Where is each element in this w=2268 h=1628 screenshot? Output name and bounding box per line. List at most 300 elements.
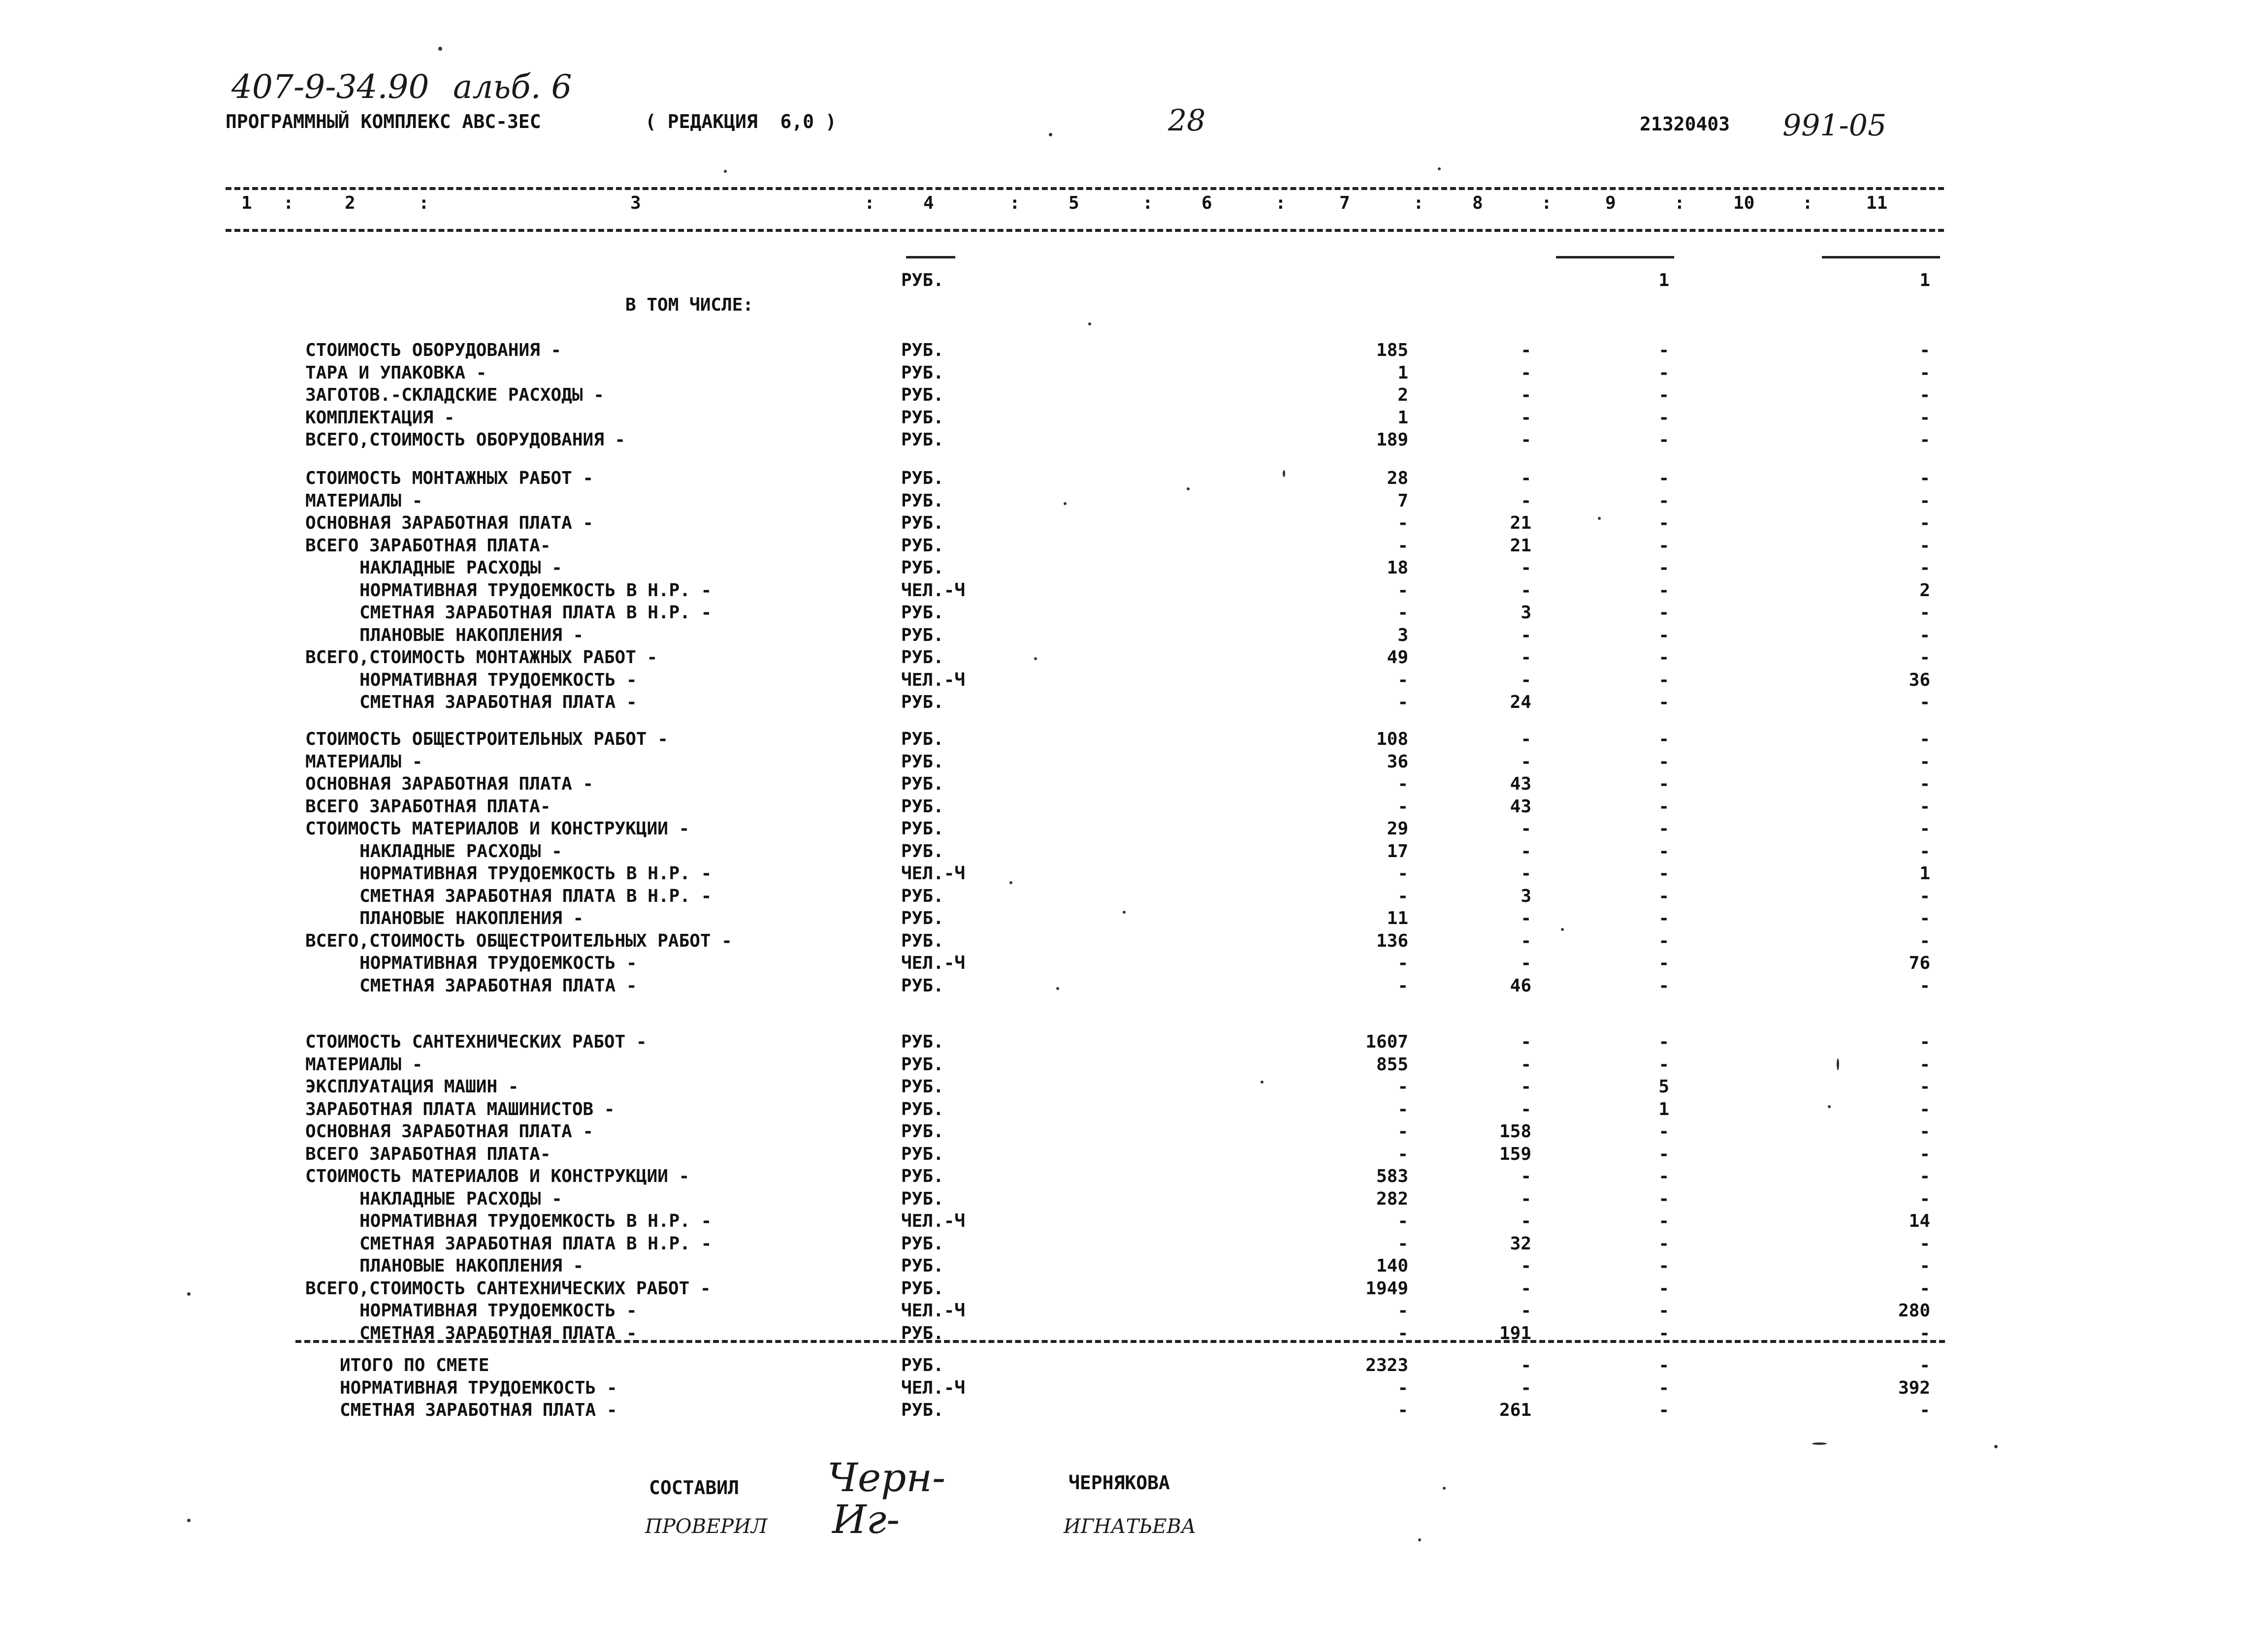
row-label: ВСЕГО ЗАРАБОТНАЯ ПЛАТА- — [305, 535, 551, 556]
cell-col7: 1949 — [1365, 1278, 1408, 1299]
row-unit: РУБ. — [901, 513, 944, 533]
row-label: ВСЕГО,СТОИМОСТЬ ОБЩЕСТРОИТЕЛЬНЫХ РАБОТ - — [305, 930, 732, 951]
cell-col8: - — [1521, 362, 1531, 383]
cell-col11: - — [1919, 841, 1930, 862]
cell-col7: 2323 — [1365, 1355, 1408, 1375]
row-label: ПЛАНОВЫЕ НАКОПЛЕНИЯ - — [359, 1256, 584, 1276]
column-separator: : — [1674, 193, 1685, 213]
row-label: МАТЕРИАЛЫ - — [305, 490, 423, 511]
row-label: СМЕТНАЯ ЗАРАБОТНАЯ ПЛАТА - — [340, 1400, 617, 1420]
totals-rule — [295, 1340, 1945, 1343]
cell-col9: - — [1658, 1355, 1669, 1375]
table-row — [0, 557, 2268, 579]
table-row — [0, 1076, 2268, 1098]
cell-col9: - — [1658, 535, 1669, 556]
cell-col8: 3 — [1521, 886, 1531, 906]
scan-speck — [1009, 881, 1012, 884]
cell-col11: - — [1919, 930, 1930, 951]
column-separator: : — [864, 193, 875, 213]
table-row — [0, 886, 2268, 907]
cell-col8: - — [1521, 340, 1531, 360]
table-row — [0, 362, 2268, 384]
cell-col11: - — [1919, 1400, 1930, 1420]
cell-col11: - — [1919, 1144, 1930, 1164]
cell-col9: - — [1658, 385, 1669, 405]
table-row — [0, 1166, 2268, 1187]
scan-speck — [1828, 1105, 1831, 1108]
cell-col7: 108 — [1376, 729, 1408, 749]
column-header-9: 9 — [1605, 193, 1616, 213]
row-unit: РУБ. — [901, 430, 944, 450]
cell-col8: - — [1521, 1077, 1531, 1097]
row-unit: РУБ. — [901, 1054, 944, 1075]
row-unit: РУБ. — [901, 625, 944, 645]
column-separator: : — [1413, 193, 1424, 213]
row-label: НОРМАТИВНАЯ ТРУДОЕМКОСТЬ - — [359, 953, 637, 973]
row-unit: РУБ. — [901, 841, 944, 862]
cell-col9: - — [1658, 1054, 1669, 1075]
row-label: НАКЛАДНЫЕ РАСХОДЫ - — [359, 1188, 562, 1209]
column-separator: : — [419, 193, 429, 213]
row-label: НОРМАТИВНАЯ ТРУДОЕМКОСТЬ - — [359, 670, 637, 690]
cell-col9: - — [1658, 1166, 1669, 1186]
cell-col8: - — [1521, 930, 1531, 951]
scan-speck — [1088, 322, 1091, 325]
cell-col8: 159 — [1499, 1144, 1531, 1164]
cell-col8: - — [1521, 670, 1531, 690]
row-unit: РУБ. — [901, 1144, 944, 1164]
cell-col11: 1 — [1919, 863, 1930, 884]
cell-col7: - — [1397, 692, 1408, 712]
cell-col9: - — [1658, 796, 1669, 817]
cell-col7: 3 — [1397, 625, 1408, 645]
cell-col8: - — [1521, 841, 1531, 862]
table-row — [0, 407, 2268, 429]
cell-col11: - — [1919, 625, 1930, 645]
column-header-5: 5 — [1069, 193, 1079, 213]
totals-row — [0, 1400, 2268, 1421]
column-header-7: 7 — [1339, 193, 1350, 213]
row-label: ЭКСПЛУАТАЦИЯ МАШИН - — [305, 1077, 519, 1097]
cell-col7: 583 — [1376, 1166, 1408, 1186]
row-unit: РУБ. — [901, 407, 944, 428]
table-row — [0, 818, 2268, 840]
cell-col11: - — [1919, 1233, 1930, 1254]
cell-col7: - — [1397, 886, 1408, 906]
cell-col7: 7 — [1397, 490, 1408, 511]
row-unit: РУБ. — [901, 886, 944, 906]
cell-col7: - — [1397, 1233, 1408, 1254]
cell-col7: 282 — [1376, 1188, 1408, 1209]
scan-speck — [1812, 1442, 1827, 1445]
row-unit: РУБ. — [901, 1233, 944, 1254]
table-row — [0, 841, 2268, 862]
cell-col8: 21 — [1510, 513, 1531, 533]
cell-col8: - — [1521, 490, 1531, 511]
row-label: ВСЕГО,СТОИМОСТЬ САНТЕХНИЧЕСКИХ РАБОТ - — [305, 1278, 711, 1299]
cell-col8: 32 — [1510, 1233, 1531, 1254]
row-label: ВСЕГО ЗАРАБОТНАЯ ПЛАТА- — [305, 1144, 551, 1164]
row-unit: РУБ. — [901, 270, 944, 290]
cell-col9: 1 — [1658, 1099, 1669, 1119]
column-separator: : — [1541, 193, 1552, 213]
cell-col11: - — [1919, 1188, 1930, 1209]
cell-col9: - — [1658, 580, 1669, 601]
cell-col8: - — [1521, 863, 1531, 884]
row-unit: РУБ. — [901, 603, 944, 623]
cell-col11: 1 — [1919, 270, 1930, 290]
scan-speck — [1283, 470, 1285, 477]
cell-col7: - — [1397, 975, 1408, 996]
cell-col11: - — [1919, 647, 1930, 668]
row-unit: РУБ. — [901, 908, 944, 928]
scan-speck — [1438, 167, 1441, 170]
row-unit: ЧЕЛ.-Ч — [901, 953, 966, 973]
cell-col9: 1 — [1658, 270, 1669, 290]
cell-col11: - — [1919, 513, 1930, 533]
table-row — [0, 647, 2268, 669]
cell-col9: - — [1658, 953, 1669, 973]
cell-col11: - — [1919, 490, 1930, 511]
row-label: НОРМАТИВНАЯ ТРУДОЕМКОСТЬ В Н.Р. - — [359, 580, 712, 601]
cell-col8: 21 — [1510, 535, 1531, 556]
cell-col8: 46 — [1510, 975, 1531, 996]
cell-col7: - — [1397, 1121, 1408, 1142]
scan-speck — [438, 47, 442, 51]
cell-col7: 136 — [1376, 930, 1408, 951]
cell-col7: 18 — [1387, 558, 1408, 578]
cell-col8: 24 — [1510, 692, 1531, 712]
cell-col11: - — [1919, 774, 1930, 794]
row-label: ОСНОВНАЯ ЗАРАБОТНАЯ ПЛАТА - — [305, 513, 594, 533]
row-unit: РУБ. — [901, 647, 944, 668]
row-label: В ТОМ ЧИСЛЕ: — [625, 295, 754, 315]
cell-col11: - — [1919, 796, 1930, 817]
table-row — [0, 1188, 2268, 1210]
column-header-4: 4 — [923, 193, 934, 213]
cell-col7: 28 — [1387, 468, 1408, 488]
row-unit: РУБ. — [901, 975, 944, 996]
handwritten-album: альб. 6 — [453, 68, 572, 106]
row-unit: РУБ. — [901, 535, 944, 556]
row-unit: ЧЕЛ.-Ч — [901, 580, 966, 601]
cell-col9: - — [1658, 603, 1669, 623]
table-row — [0, 1255, 2268, 1277]
cell-col9: - — [1658, 1032, 1669, 1052]
table-row — [0, 1278, 2268, 1300]
cell-col9: - — [1658, 468, 1669, 488]
cell-col8: - — [1521, 1301, 1531, 1321]
cell-col8: 191 — [1499, 1323, 1531, 1343]
cell-col8: - — [1521, 1256, 1531, 1276]
row-unit: РУБ. — [901, 1278, 944, 1299]
scan-speck — [1418, 1538, 1421, 1541]
cell-col9: - — [1658, 841, 1669, 862]
cell-col9: - — [1658, 1400, 1669, 1420]
cell-col11: - — [1919, 385, 1930, 405]
cell-col11: - — [1919, 362, 1930, 383]
scan-speck — [1837, 1058, 1839, 1070]
cell-col11: - — [1919, 692, 1930, 712]
cell-col9: - — [1658, 819, 1669, 839]
cell-col11: - — [1919, 603, 1930, 623]
cell-col9: - — [1658, 908, 1669, 928]
cell-col9: - — [1658, 1211, 1669, 1231]
scan-speck — [1261, 1081, 1264, 1084]
compiled-signature: Черн- — [827, 1455, 946, 1500]
row-unit: РУБ. — [901, 774, 944, 794]
cell-col8: - — [1521, 558, 1531, 578]
row-unit: ЧЕЛ.-Ч — [901, 863, 966, 884]
cell-col7: - — [1397, 1211, 1408, 1231]
cell-col7: 855 — [1376, 1054, 1408, 1075]
cell-col7: 2 — [1397, 385, 1408, 405]
column-separator: : — [1009, 193, 1020, 213]
row-unit: РУБ. — [901, 362, 944, 383]
row-label: МАТЕРИАЛЫ - — [305, 751, 423, 772]
row-label: ОСНОВНАЯ ЗАРАБОТНАЯ ПЛАТА - — [305, 774, 594, 794]
cell-col11: - — [1919, 430, 1930, 450]
cell-col11: - — [1919, 558, 1930, 578]
cell-col7: - — [1397, 670, 1408, 690]
table-row — [0, 580, 2268, 602]
scan-speck — [1064, 502, 1067, 505]
row-unit: ЧЕЛ.-Ч — [901, 1211, 966, 1231]
cell-col9: - — [1658, 729, 1669, 749]
cell-col11: 76 — [1909, 953, 1930, 973]
row-label: СТОИМОСТЬ МАТЕРИАЛОВ И КОНСТРУКЦИИ - — [305, 819, 690, 839]
table-row — [0, 512, 2268, 534]
column-separator: : — [1275, 193, 1286, 213]
row-unit: РУБ. — [901, 819, 944, 839]
cell-col8: - — [1521, 1278, 1531, 1299]
totals-row — [0, 1355, 2268, 1376]
cell-col11: 14 — [1909, 1211, 1930, 1231]
scan-speck — [187, 1519, 191, 1522]
cell-col11: 280 — [1898, 1301, 1930, 1321]
cell-col7: - — [1397, 863, 1408, 884]
cell-col7: 1607 — [1365, 1032, 1408, 1052]
cell-col11: - — [1919, 729, 1930, 749]
cell-col7: 140 — [1376, 1256, 1408, 1276]
cell-col8: - — [1521, 385, 1531, 405]
overline-c11 — [1822, 256, 1940, 258]
cell-col11: - — [1919, 819, 1930, 839]
cell-col9: - — [1658, 513, 1669, 533]
row-unit: РУБ. — [901, 1099, 944, 1119]
row-label: ИТОГО ПО СМЕТЕ — [340, 1355, 489, 1375]
cell-col8: 43 — [1510, 774, 1531, 794]
row-unit: РУБ. — [901, 1400, 944, 1420]
scan-speck — [1187, 487, 1190, 490]
cell-col9: - — [1658, 407, 1669, 428]
scan-speck — [1994, 1445, 1998, 1448]
cell-col11: - — [1919, 1166, 1930, 1186]
cell-col7: - — [1397, 1144, 1408, 1164]
column-separator: : — [283, 193, 294, 213]
cell-col8: 3 — [1521, 603, 1531, 623]
row-label: СТОИМОСТЬ ОБОРУДОВАНИЯ - — [305, 340, 562, 360]
cell-col8: - — [1521, 1166, 1531, 1186]
cell-col9: - — [1658, 975, 1669, 996]
cell-col8: - — [1521, 430, 1531, 450]
cell-col9: - — [1658, 1188, 1669, 1209]
page-number: 28 — [1168, 103, 1206, 138]
cell-col8: - — [1521, 729, 1531, 749]
cell-col7: 29 — [1387, 819, 1408, 839]
row-label: СМЕТНАЯ ЗАРАБОТНАЯ ПЛАТА В Н.Р. - — [359, 886, 712, 906]
cell-col8: - — [1521, 1188, 1531, 1209]
cell-col9: - — [1658, 670, 1669, 690]
row-label: СМЕТНАЯ ЗАРАБОТНАЯ ПЛАТА В Н.Р. - — [359, 1233, 712, 1254]
row-unit: ЧЕЛ.-Ч — [901, 1377, 966, 1398]
cell-col9: - — [1658, 340, 1669, 360]
cell-col8: - — [1521, 625, 1531, 645]
table-row — [0, 429, 2268, 451]
row-unit: РУБ. — [901, 1166, 944, 1186]
table-row — [0, 796, 2268, 818]
cell-col9: - — [1658, 1278, 1669, 1299]
row-label: СТОИМОСТЬ МАТЕРИАЛОВ И КОНСТРУКЦИИ - — [305, 1166, 690, 1186]
doc-code: 21320403 — [1640, 113, 1730, 135]
cell-col11: - — [1919, 1054, 1930, 1075]
checked-label: ПРОВЕРИЛ — [645, 1515, 768, 1538]
scan-speck — [1561, 928, 1564, 931]
cell-col8: - — [1521, 1099, 1531, 1119]
table-row — [0, 1233, 2268, 1255]
cell-col11: - — [1919, 975, 1930, 996]
cell-col9: - — [1658, 863, 1669, 884]
checked-name: ИГНАТЬЕВА — [1064, 1515, 1197, 1538]
handwritten-ref: 991-05 — [1782, 108, 1887, 143]
cell-col9: - — [1658, 1301, 1669, 1321]
table-row — [0, 1031, 2268, 1053]
row-unit: РУБ. — [901, 1188, 944, 1209]
table-row — [0, 602, 2268, 624]
row-label: ВСЕГО ЗАРАБОТНАЯ ПЛАТА- — [305, 796, 551, 817]
table-row — [0, 270, 2268, 291]
column-separator: : — [1802, 193, 1813, 213]
row-label: НОРМАТИВНАЯ ТРУДОЕМКОСТЬ - — [359, 1301, 637, 1321]
table-row — [0, 1121, 2268, 1143]
row-label: НОРМАТИВНАЯ ТРУДОЕМКОСТЬ В Н.Р. - — [359, 863, 712, 884]
table-row — [0, 294, 2268, 316]
cell-col8: - — [1521, 468, 1531, 488]
column-header-3: 3 — [630, 193, 641, 213]
program-title: ПРОГРАММНЫЙ КОМПЛЕКС АВС-3ЕС — [226, 111, 541, 132]
cell-col11: - — [1919, 1323, 1930, 1343]
column-separator: : — [1142, 193, 1153, 213]
cell-col9: - — [1658, 1144, 1669, 1164]
row-unit: РУБ. — [901, 340, 944, 360]
cell-col7: - — [1397, 774, 1408, 794]
cell-col7: 189 — [1376, 430, 1408, 450]
row-unit: РУБ. — [901, 1077, 944, 1097]
column-header-8: 8 — [1472, 193, 1483, 213]
cell-col8: - — [1521, 407, 1531, 428]
table-row — [0, 625, 2268, 646]
cell-col11: 392 — [1898, 1377, 1930, 1398]
table-row — [0, 490, 2268, 512]
scan-speck — [1598, 517, 1601, 520]
cell-col9: - — [1658, 1121, 1669, 1142]
cell-col9: - — [1658, 490, 1669, 511]
cell-col7: - — [1397, 513, 1408, 533]
table-row — [0, 535, 2268, 557]
totals-row — [0, 1377, 2268, 1399]
row-label: ВСЕГО,СТОИМОСТЬ ОБОРУДОВАНИЯ - — [305, 430, 626, 450]
table-row — [0, 1054, 2268, 1076]
cell-col7: - — [1397, 1077, 1408, 1097]
cell-col9: - — [1658, 692, 1669, 712]
cell-col8: - — [1521, 1211, 1531, 1231]
cell-col8: - — [1521, 819, 1531, 839]
cell-col9: - — [1658, 430, 1669, 450]
cell-col8: 43 — [1510, 796, 1531, 817]
row-unit: РУБ. — [901, 1256, 944, 1276]
cell-col9: - — [1658, 930, 1669, 951]
row-unit: РУБ. — [901, 1121, 944, 1142]
header-top-rule — [226, 187, 1944, 190]
row-unit: РУБ. — [901, 1323, 944, 1343]
row-label: НАКЛАДНЫЕ РАСХОДЫ - — [359, 841, 562, 862]
cell-col7: 36 — [1387, 751, 1408, 772]
table-row — [0, 729, 2268, 750]
row-label: НОРМАТИВНАЯ ТРУДОЕМКОСТЬ В Н.Р. - — [359, 1211, 712, 1231]
cell-col11: - — [1919, 751, 1930, 772]
row-label: СМЕТНАЯ ЗАРАБОТНАЯ ПЛАТА - — [359, 692, 637, 712]
cell-col11: - — [1919, 1077, 1930, 1097]
table-row — [0, 953, 2268, 974]
scan-speck — [724, 170, 727, 173]
table-row — [0, 751, 2268, 773]
cell-col8: - — [1521, 647, 1531, 668]
column-header-10: 10 — [1733, 193, 1755, 213]
cell-col11: - — [1919, 908, 1930, 928]
cell-col11: - — [1919, 1256, 1930, 1276]
cell-col11: 2 — [1919, 580, 1930, 601]
cell-col9: - — [1658, 1256, 1669, 1276]
row-unit: ЧЕЛ.-Ч — [901, 1301, 966, 1321]
row-label: СТОИМОСТЬ ОБЩЕСТРОИТЕЛЬНЫХ РАБОТ - — [305, 729, 668, 749]
table-row — [0, 930, 2268, 952]
table-row — [0, 384, 2268, 406]
cell-col7: 1 — [1397, 407, 1408, 428]
cell-col9: - — [1658, 886, 1669, 906]
row-label: ПЛАНОВЫЕ НАКОПЛЕНИЯ - — [359, 625, 584, 645]
row-label: МАТЕРИАЛЫ - — [305, 1054, 423, 1075]
row-label: СМЕТНАЯ ЗАРАБОТНАЯ ПЛАТА - — [359, 975, 637, 996]
table-row — [0, 1144, 2268, 1165]
row-label: ЗАГОТОВ.-СКЛАДСКИЕ РАСХОДЫ - — [305, 385, 604, 405]
scan-speck — [1123, 911, 1126, 914]
row-unit: РУБ. — [901, 692, 944, 712]
cell-col8: 261 — [1499, 1400, 1531, 1420]
row-unit: ЧЕЛ.-Ч — [901, 670, 966, 690]
cell-col9: - — [1658, 625, 1669, 645]
cell-col11: - — [1919, 535, 1930, 556]
row-label: СТОИМОСТЬ САНТЕХНИЧЕСКИХ РАБОТ - — [305, 1032, 647, 1052]
cell-col7: - — [1397, 603, 1408, 623]
table-row — [0, 908, 2268, 929]
row-label: СМЕТНАЯ ЗАРАБОТНАЯ ПЛАТА В Н.Р. - — [359, 603, 712, 623]
cell-col8: - — [1521, 751, 1531, 772]
cell-col7: - — [1397, 1099, 1408, 1119]
cell-col8: - — [1521, 953, 1531, 973]
cell-col7: 185 — [1376, 340, 1408, 360]
cell-col11: - — [1919, 1121, 1930, 1142]
cell-col11: - — [1919, 1032, 1930, 1052]
